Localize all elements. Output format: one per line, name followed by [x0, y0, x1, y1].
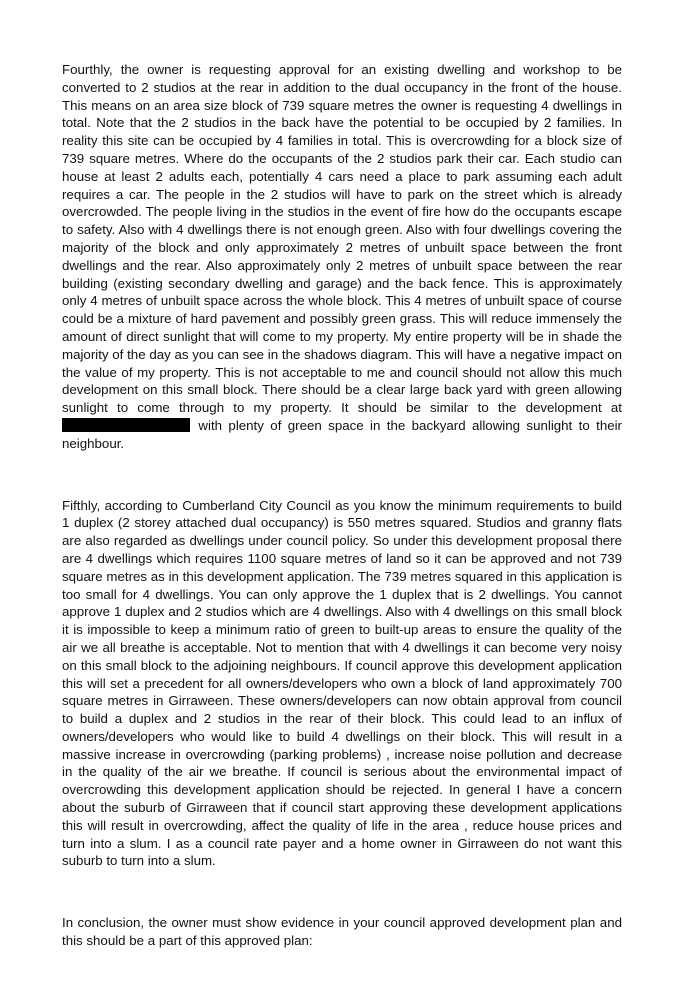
- paragraph-fourthly: [62, 61, 622, 453]
- paragraph-fifthly: Fifthly, according to Cumberland City Council as you know the minimum requirements to build 1 duplex (2 storey attached dual occupancy) is 550 metres squared. Studios and granny flats are also regarded as dwellings under council policy. So under this development proposal there are 4 dwellings which requires 1100 square metres of land so it can be approved and not 739 square metres as in this development application. The 739 metres squared in this application is too small for 4 dwellings. You can only approve the 1 duplex that is 2 dwellings. You cannot approve 1 duplex and 2 studios which are 4 dwellings. Also with 4 dwellings on this small block it is impossible to keep a minimum ratio of green to built-up areas to ensure the quality of the air we all breathe is acceptable. Not to mention that with 4 dwellings it can become very noisy on this small block to the adjoining neighbours. If council approve this development application this will set a precedent for all owners/developers who own a block of land approximately 700 square metres in Girraween. These owners/developers can now obtain approval from council to build a duplex and 2 studios in the rear of their block. This could lead to an influx of owners/developers who would like to build 4 dwellings on their block. This will result in a massive increase in overcrowding (parking problems) , increase noise pollution and decrease in the quality of the air we breathe. If council is serious about the environmental impact of overcrowding this development application should be rejected. In general I have a concern about the suburb of Girraween that if council start approving these development applications this will result in overcrowding, affect the quality of life in the area , reduce house prices and turn into a slum. I as a council rate payer and a home owner in Girraween do not want this suburb to turn into a slum.: [62, 497, 622, 869]
- redacted-address-block: [62, 418, 190, 432]
- paragraph-fourthly-text: Fourthly, the owner is requesting approval for an existing dwelling and workshop to be converted to 2 studios at the rear in addition to the dual occupancy in the front of the house. This means on an area size block of 739 square metres the owner is requesting 4 dwellings in total. Note that the 2 studios in the back have the potential to be occupied by 2 families. In reality this site can be occupied by 4 families in total. This is overcrowding for a block size of 739 square metres. Where do the occupants of the 2 studios park their car. Each studio can house at least 2 adults each, potentially 4 cars need a place to park assuming each adult requires a car. The people in the 2 studios will have to park on the street which is already overcrowded. The people living in the studios in the event of fire how do the occupants escape to safety. Also with 4 dwellings there is not enough green. Also with four dwellings covering the majority of the block and only approximately 2 metres of unbuilt space between the front dwellings and the rear. Also approximately only 2 metres of unbuilt space between the rear building (existing secondary dwelling and garage) and the back fence. This is approximately only 4 metres of unbuilt space across the whole block. This 4 metres of unbuilt space of course could be a mixture of hard pavement and possibly green grass. This will reduce immensely the amount of direct sunlight that will come to my property. My entire property will be in shade the majority of the day as you can see in the shadows diagram. This will have a negative impact on the value of my property. This is not acceptable to me and council should not allow this much development on this small block. There should be a clear large back yard with green allowing sunlight to come through to my property. It should be similar to the development at: [62, 62, 622, 416]
- document-page: [62, 61, 622, 950]
- paragraph-conclusion: In conclusion, the owner must show evidence in your council approved development plan and this should be a part of this approved plan:: [62, 915, 622, 949]
- paragraph-fourthly-text-end: with plenty of green space in the backyard allowing sunlight to their neighbour.: [62, 417, 622, 451]
